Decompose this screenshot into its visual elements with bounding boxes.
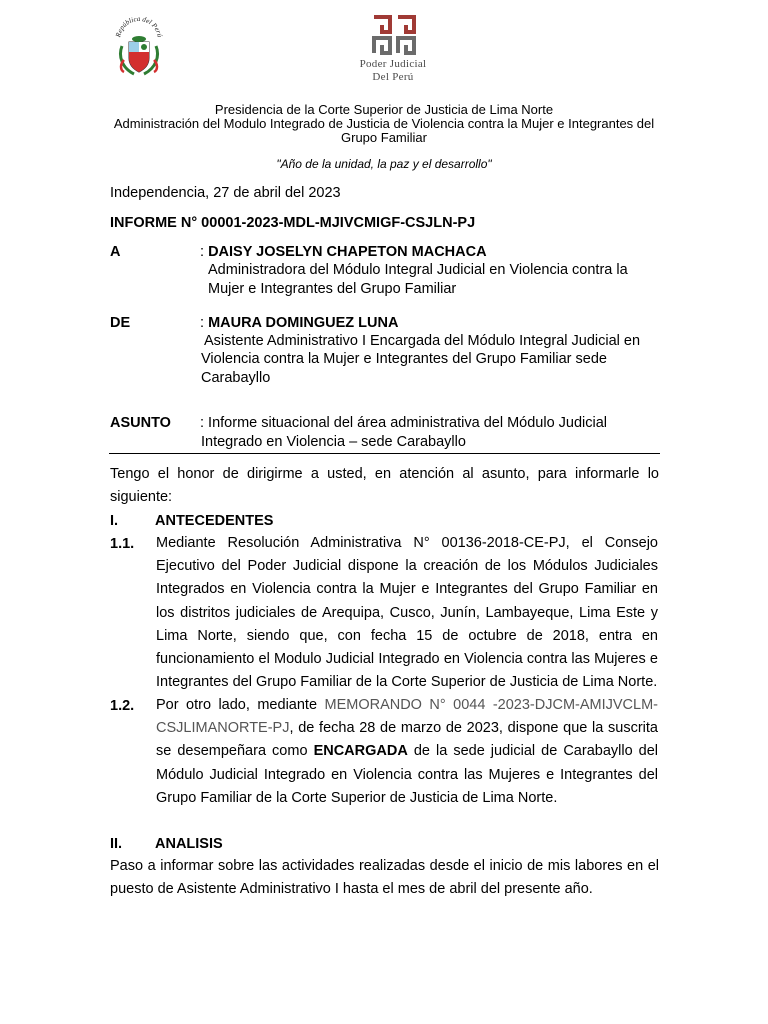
item-1-1-number: 1.1. [110,536,135,552]
subject-line-1: : Informe situacional del área administrativa del Módulo Judicial [200,415,608,431]
section-1-number: I. [110,513,119,529]
to-name-line: : DAISY JOSELYN CHAPETON MACHACA [200,244,487,260]
place-date: Independencia, 27 de abril del 2023 [110,185,341,201]
item-1-2-bold: ENCARGADA [313,743,408,760]
header-line-1: Presidencia de la Corte Superior de Justicia de Lima Norte [214,102,554,117]
header-divider [109,453,660,454]
section-2-number: II. [110,836,123,852]
intro-paragraph: Tengo el honor de dirigirme a usted, en atención al asunto, para informarle lo siguiente: [110,466,659,506]
from-role-line-3: Carabayllo [201,370,271,386]
report-number: INFORME N° 00001-2023-MDL-MJIVCMIGF-CSJLN-PJ [110,215,476,231]
section-2-title: ANALISIS [155,836,223,852]
svg-text:República del Perú [114,16,164,39]
memorando-reference: MEMORANDO N° 0044 -2023-DJCM-AMIJVCLM-CSJLIMANORTE-PJ [156,697,659,737]
section-2-text: Paso a informar sobre las actividades realizadas desde el inicio de mis labores en el puesto de Asistente Administrativo I hasta el mes de abril del presente año. [110,858,659,898]
from-name-line: : MAURA DOMINGUEZ LUNA [200,315,399,331]
from-label: DE [110,315,131,331]
peru-coat-of-arms-seal [110,16,168,80]
subject-label: ASUNTO [110,415,171,431]
pj-logo-line1: Poder Judicial [359,58,427,70]
item-1-2-part-1: Por otro lado, mediante [156,697,318,713]
from-name: MAURA DOMINGUEZ LUNA [208,315,399,331]
header-motto: "Año de la unidad, la paz y el desarrollo" [276,157,492,171]
header-line-3: Grupo Familiar [341,130,427,145]
seal-label: República del Perú [114,16,164,38]
item-1-2-number: 1.2. [110,698,135,714]
to-role-line-2: Mujer e Integrantes del Grupo Familiar [208,281,457,297]
poder-judicial-logo [348,14,438,84]
pj-logo-line2: Del Perú [372,71,414,83]
poder-judicial-emblem-icon [371,14,417,56]
subject-line-2: Integrado en Violencia – sede Carabayllo [201,434,466,450]
to-name: DAISY JOSELYN CHAPETON MACHACA [208,244,487,260]
item-1-2-text [156,694,658,810]
from-role-line-2: Violencia contra la Mujer e Integrantes del Grupo Familiar sede [201,351,607,367]
item-1-2-part-3: de la sede judicial de Carabayllo del Módulo Judicial Integrado en Violencia contra las Mujeres e Integrantes del Grupo Familiar de la Corte Superior de Justicia de Lima Norte. [156,743,659,806]
header-line-2: Administración del Modulo Integrado de Justicia de Violencia contra la Mujer e Integrantes del [113,116,655,131]
section-1-title: ANTECEDENTES [155,513,274,529]
item-1-1-text: Mediante Resolución Administrativa N° 00136-2018-CE-PJ, el Consejo Ejecutivo del Poder Judicial dispone la creación de los Módulos Judiciales Integrados en Violencia contra la Mujer e Integrantes del Grupo Familiar en los distritos judiciales de Arequipa, Cusco, Junín, Lambayeque, Lima Este y Lima Norte, siendo que, con fecha 15 de octubre de 2018, entra en funcionamiento el Modulo Judicial Integrado en Violencia contra las Mujeres e Integrantes del Grupo Familiar de la Corte Superior de Justicia de Lima Norte. [156,535,658,691]
to-label: A [110,244,121,260]
to-role-line-1: Administradora del Módulo Integral Judicial en Violencia contra la [208,262,628,278]
item-1-2-part-2: , de fecha 28 de marzo de 2023, dispone que la suscrita se desempeñara como [156,720,658,760]
from-role-line-1: Asistente Administrativo I Encargada del Módulo Integral Judicial en [204,333,641,349]
